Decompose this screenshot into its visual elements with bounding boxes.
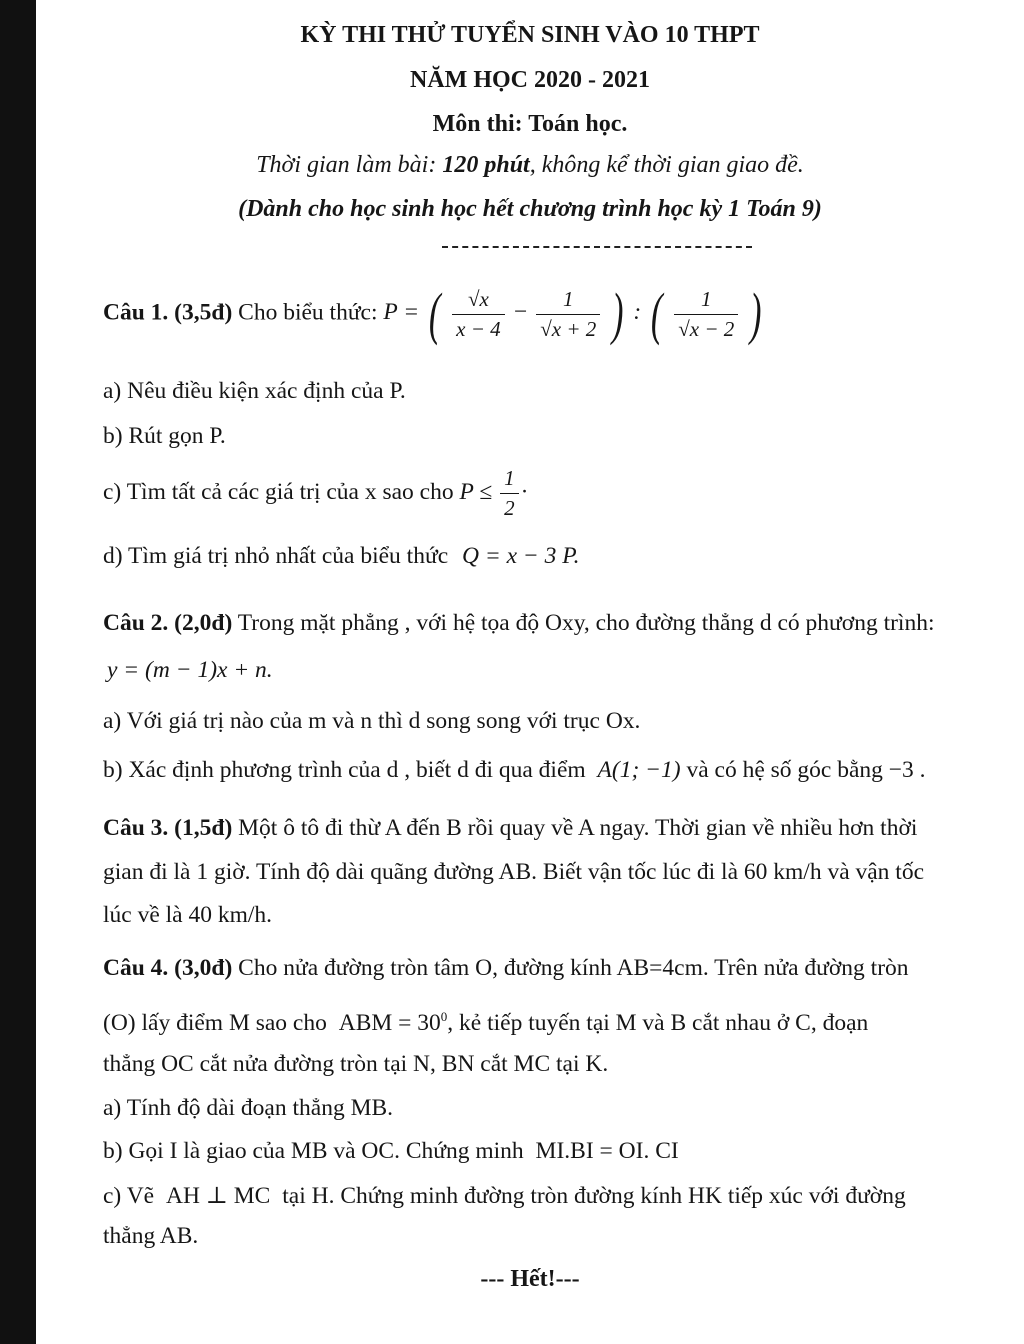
q2-b-text2: và có hệ số góc bằng −3 . <box>686 757 926 783</box>
q1-points: (3,5đ) <box>174 299 233 326</box>
q1-d-text: d) Tìm giá trị nhỏ nhất của biểu thức <box>103 543 449 569</box>
q1-c-fraction <box>500 466 519 521</box>
q4-c-line-2: thẳng AB. <box>103 1223 199 1249</box>
fraction-3 <box>674 287 738 342</box>
q4-c-text2: tại H. Chứng minh đường tròn đường kính HK tiếp xúc với đường <box>282 1183 906 1209</box>
time-prefix: Thời gian làm bài: <box>256 152 443 178</box>
q4-c-text1: c) Vẽ <box>103 1183 155 1209</box>
q2-points: (2,0đ) <box>174 610 233 636</box>
exam-page <box>36 0 1024 1344</box>
minus-sign: − <box>512 299 529 326</box>
q1-d-math: Q = x − 3 P. <box>462 543 580 569</box>
division-colon: : <box>633 299 642 326</box>
school-year: NĂM HỌC 2020 - 2021 <box>410 67 650 93</box>
left-dark-border <box>0 0 36 1344</box>
q4-points: (3,0đ) <box>174 955 233 981</box>
q4-part-c <box>103 1181 906 1210</box>
q1-c-num: 1 <box>500 466 519 494</box>
q2-header <box>103 610 934 637</box>
fraction-1 <box>452 287 505 342</box>
q4-angle-degree: 0 <box>440 1009 448 1024</box>
q1-part-b: b) Rút gọn P. <box>103 423 226 449</box>
q4-label: Câu 4. <box>103 955 169 981</box>
audience-line: (Dành cho học sinh học hết chương trình học kỳ 1 Toán 9) <box>238 196 822 222</box>
fraction-3-den: √x − 2 <box>678 316 735 341</box>
q4-line2-b: , kẻ tiếp tuyến tại M và B cắt nhau ở C, đoạn <box>447 1009 869 1036</box>
left-paren: ( <box>428 281 441 346</box>
end-marker: --- Hết!--- <box>480 1266 580 1292</box>
q4-c-math: AH ⊥ MC <box>165 1183 271 1209</box>
q3-line-1 <box>103 815 917 842</box>
q3-text-1: Một ô tô đi thừ A đến B rồi quay về A ngay. Thời gian về nhiều hơn thời <box>238 815 918 841</box>
q2-label: Câu 2. <box>103 610 169 636</box>
time-suffix: , không kể thời gian giao đề. <box>529 152 804 178</box>
q3-label: Câu 3. <box>103 815 169 841</box>
left-paren-2: ( <box>650 281 663 346</box>
q1-part-d <box>103 543 579 570</box>
q4-part-a: a) Tính độ dài đoạn thẳng MB. <box>103 1095 394 1121</box>
fraction-3-num: 1 <box>674 287 738 315</box>
q1-c-text: c) Tìm tất cả các giá trị của x sao cho <box>103 478 454 505</box>
q2-text: Trong mặt phẳng , với hệ tọa độ Oxy, cho đường thẳng d có phương trình: <box>237 610 935 636</box>
subject-line: Môn thi: Toán học. <box>432 111 628 137</box>
q4-b-math: MI.BI = OI. CI <box>535 1138 679 1164</box>
fraction-1-num: √x <box>452 287 505 315</box>
q4-b-text: b) Gọi I là giao của MB và OC. Chứng minh <box>103 1138 524 1164</box>
q2-equation: y = (m − 1)x + n. <box>107 657 273 683</box>
q2-b-point: A(1; −1) <box>597 757 681 783</box>
q4-angle <box>339 1010 448 1036</box>
q1-part-a: a) Nêu điều kiện xác định của P. <box>103 378 406 404</box>
q3-points: (1,5đ) <box>174 815 233 841</box>
time-duration: 120 phút <box>442 152 530 178</box>
q4-text-1: Cho nửa đường tròn tâm O, đường kính AB=4cm. Trên nửa đường tròn <box>238 955 909 981</box>
q2-part-b <box>103 757 926 784</box>
q3-line-3: lúc về là 40 km/h. <box>103 902 273 928</box>
q4-line-2 <box>103 1009 868 1037</box>
q4-line2-a: (O) lấy điểm M sao cho <box>103 1009 327 1036</box>
q1-intro: Cho biểu thức: <box>238 299 378 326</box>
fraction-1-den: x − 4 <box>456 316 501 341</box>
fraction-2 <box>536 287 600 342</box>
q2-b-text1: b) Xác định phương trình của d , biết d đi qua điểm <box>103 757 586 783</box>
q3-line-2: gian đi là 1 giờ. Tính độ dài quãng đường AB. Biết vận tốc lúc đi là 60 km/h và vận tốc <box>103 859 925 885</box>
formula-lhs: P = <box>383 299 420 326</box>
dashed-divider <box>442 246 752 248</box>
fraction-2-num: 1 <box>536 287 600 315</box>
q1-c-math: P ≤ <box>459 478 493 505</box>
q1-header <box>103 281 766 346</box>
exam-title: KỲ THI THỬ TUYỂN SINH VÀO 10 THPT <box>300 22 760 48</box>
right-paren: ) <box>612 281 624 346</box>
q2-part-a: a) Với giá trị nào của m và n thì d song song với trục Ox. <box>103 708 641 734</box>
q4-line-3: thẳng OC cắt nửa đường tròn tại N, BN cắt MC tại K. <box>103 1051 609 1077</box>
q1-part-c: c) Tìm tất cả các giá trị của x sao cho P ≤ $\frac{1}{2}$ · <box>103 466 529 520</box>
q1-formula <box>383 281 765 346</box>
q1-label: Câu 1. <box>103 299 169 326</box>
q4-angle-math: ABM = 30 <box>338 1009 441 1036</box>
q4-line-1 <box>103 955 909 982</box>
q1-c-den: 2 <box>504 496 515 520</box>
fraction-2-den: √x + 2 <box>540 316 597 341</box>
q4-part-b <box>103 1138 679 1165</box>
time-line <box>36 152 1024 179</box>
right-paren-2: ) <box>750 281 762 346</box>
